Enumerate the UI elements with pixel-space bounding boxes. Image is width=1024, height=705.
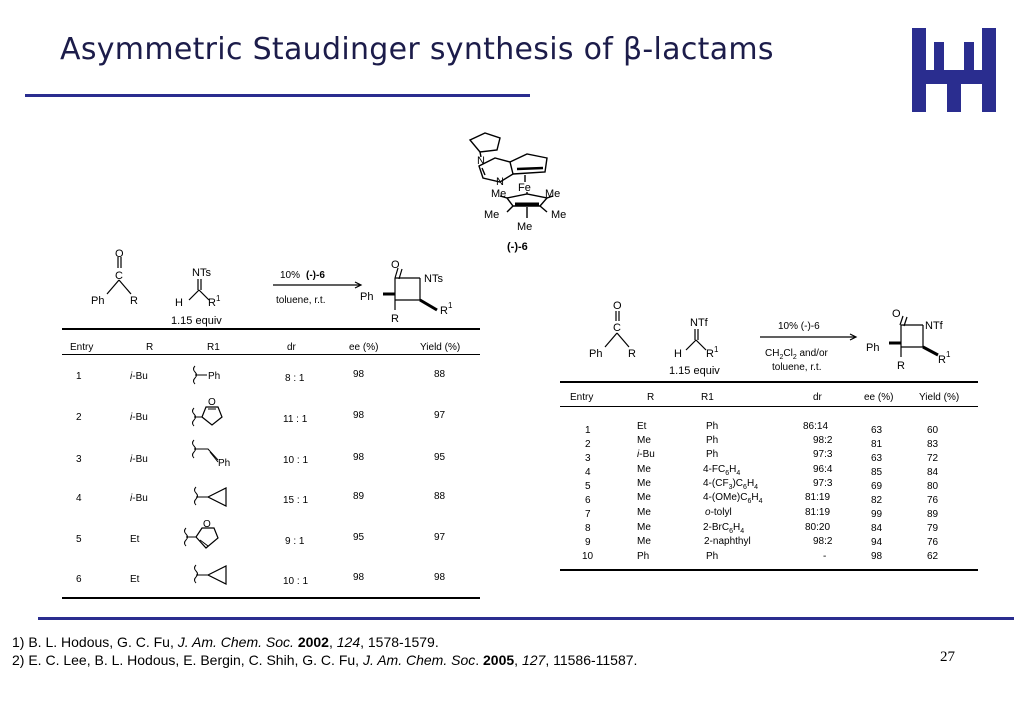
catalyst-label: (-)-6 [507,241,528,253]
t1-row4-ee: 89 [353,491,365,502]
s2-cond-solvent: $CH_2Cl_2$ and/or [765,348,828,361]
t2-ee-1: 63 [871,425,883,436]
t2-dr-2: 98:2 [813,435,833,446]
s1-prod-r1: R [440,305,448,317]
s1-imine-h: H [175,297,183,309]
t2-header-dr: dr [813,392,822,403]
t2-yield-6: 76 [927,495,939,506]
t2-entry-7: 7 [585,509,591,520]
s1-imine-r1-sup: 1 [216,294,221,303]
table2-header-rule [560,406,978,407]
t1-row1-entry: 1 [76,371,82,382]
title-underline [25,94,530,97]
s1-prod-nts: NTs [424,273,443,285]
t1-row3-entry: 3 [76,454,82,465]
t1-row6-dr: 10 : 1 [283,576,309,587]
t2-entry-1: 1 [585,425,591,436]
t1-header-dr: dr [287,342,296,353]
t1-header-ee: ee (%) [349,342,379,353]
t2-ee-2: 81 [871,439,883,450]
t2-ee-4: 85 [871,467,883,478]
t2-ee-9: 94 [871,537,883,548]
t1-row1-ee: 98 [353,369,365,380]
scheme-2 [583,295,983,380]
t2-r1-10: Ph [706,551,719,562]
t2-header-r: R [647,392,655,403]
t2-header-entry: Entry [570,392,594,403]
t1-row1-r1-ph: Ph [208,371,221,382]
catalyst-n-top: N [477,155,485,167]
t2-r-1: Et [637,421,647,432]
t1-row3-dr: 10 : 1 [283,455,309,466]
t1-row3-r1-structure [178,436,248,477]
t2-r-2: Me [637,435,651,446]
t2-ee-3: 63 [871,453,883,464]
t2-entry-3: 3 [585,453,591,464]
t1-row6-r1-cyclopropyl [182,562,232,593]
t1-row2-r1-o: O [208,397,216,408]
t2-dr-10: - [823,551,827,562]
t1-row3-yield: 95 [434,452,446,463]
footer-rule [38,617,1014,620]
t2-yield-2: 83 [927,439,939,450]
t2-entry-5: 5 [585,481,591,492]
t2-dr-7: 81:19 [805,507,831,518]
t1-row4-r: i-Bu [130,493,148,504]
t2-r1-2: Ph [706,435,719,446]
s2-prod-r1: R [938,354,946,366]
t2-r1-1: Ph [706,421,719,432]
t1-row5-r1-structure [176,516,236,561]
page-number: 27 [940,649,955,665]
s2-carbonyl-o: O [613,300,622,312]
t2-r-7: Me [637,507,651,518]
t2-dr-5: 97:3 [813,478,833,489]
slide-title [60,32,774,67]
s2-carbonyl-c: C [613,322,621,334]
t1-row3-r: i-Bu [130,454,148,465]
t2-r-4: Me [637,464,651,475]
t2-r1-9: 2-naphthyl [704,536,751,547]
university-logo [906,28,1002,119]
t1-row1-r1-structure [182,364,232,391]
t1-row2-dr: 11 : 1 [283,414,308,425]
s1-ketene-ph: Ph [91,295,105,307]
title-text: Asymmetric Staudinger synthesis of [60,32,623,67]
title-beta: β [622,32,643,67]
t1-row5-r: Et [130,534,140,545]
t1-row5-r1-o: O [203,519,211,530]
s2-cond-top: 10% (-)-6 [778,321,820,332]
t1-row3-ee: 98 [353,452,365,463]
t2-yield-8: 79 [927,523,939,534]
t1-row5-yield: 97 [434,532,446,543]
t1-row4-dr: 15 : 1 [283,495,309,506]
table-1 [62,328,482,600]
s1-ketene-r: R [130,295,138,307]
t2-yield-1: 60 [927,425,939,436]
catalyst-me-3: Me [484,209,500,221]
s1-prod-r1-sup: 1 [448,301,453,310]
t2-r1-4: $4-FC_6H_4$ [703,464,741,477]
t2-dr-1: 86:14 [803,421,829,432]
t1-row6-yield: 98 [434,572,446,583]
catalyst-me-4: Me [551,209,567,221]
t2-r-8: Me [637,522,651,533]
s2-imine-r1-sup: 1 [714,345,719,354]
t2-entry-10: 10 [582,551,594,562]
t1-header-r: R [146,342,154,353]
t2-entry-9: 9 [585,537,591,548]
s2-prod-ph: Ph [866,342,880,354]
t1-header-r1: R1 [207,342,220,353]
s2-ketene-r: R [628,348,636,360]
t2-r1-8: $2-BrC_6H_4$ [703,522,745,535]
t2-r-9: Me [637,536,651,547]
catalyst-fe: Fe [518,182,531,194]
s1-imine-nts: NTs [192,267,211,279]
t1-row6-r: Et [130,574,140,585]
t2-ee-10: 98 [871,551,883,562]
s1-equiv: 1.15 equiv [171,315,222,327]
table1-bottom-rule [62,597,480,599]
t2-dr-6: 81:19 [805,492,831,503]
table1-header-rule [62,354,480,355]
t1-row1-yield: 88 [434,369,446,380]
s1-imine-r1: R [208,297,216,309]
table1-top-rule [62,328,480,330]
t1-row4-entry: 4 [76,493,82,504]
t2-ee-5: 69 [871,481,883,492]
s2-prod-ntf: NTf [925,320,943,332]
t2-yield-5: 80 [927,481,939,492]
t1-row1-r: i-Bu [130,371,148,382]
s2-equiv: 1.15 equiv [669,365,720,377]
t1-row2-entry: 2 [76,412,82,423]
s1-cond-solvent: toluene, r.t. [276,295,326,306]
s2-ketene-ph: Ph [589,348,603,360]
catalyst-me-5: Me [517,221,533,233]
t2-r1-3: Ph [706,449,719,460]
t1-row6-ee: 98 [353,572,365,583]
t2-r-6: Me [637,492,651,503]
t2-r-10: Ph [637,551,650,562]
s2-prod-o: O [892,308,901,320]
t2-yield-10: 62 [927,551,939,562]
t1-row2-yield: 97 [434,410,446,421]
s1-prod-r: R [391,313,399,325]
s2-cond-solvent-line2: toluene, r.t. [772,362,822,373]
title-suffix: -lactams [642,32,774,67]
t1-row6-entry: 6 [76,574,82,585]
catalyst-n-bottom: N [496,176,504,188]
t2-header-ee: ee (%) [864,392,894,403]
s1-cond-pct: 10% [280,270,301,281]
t2-header-yield: Yield (%) [919,392,960,403]
t1-row4-yield: 88 [434,491,446,502]
reference-1: 1) B. L. Hodous, G. C. Fu, J. Am. Chem. Soc. 2002, 124, 1578-1579. [12,634,439,650]
t1-row2-r: i-Bu [130,412,148,423]
s1-prod-o: O [391,259,400,271]
s2-prod-r: R [897,360,905,372]
table2-top-rule [560,381,978,383]
t2-yield-4: 84 [927,467,939,478]
s2-imine-h: H [674,348,682,360]
t2-r-5: Me [637,478,651,489]
s2-imine-r1: R [706,348,714,360]
s1-cond-cat: (-)-6 [306,270,325,281]
t2-r1-5: $4-(CF_3)C_6H_4$ [703,478,759,491]
t2-entry-4: 4 [585,467,591,478]
reference-2: 2) E. C. Lee, B. L. Hodous, E. Bergin, C. Shih, G. C. Fu, J. Am. Chem. Soc. 2005, 127, 11586-11587. [12,652,638,668]
t2-r-3: i-Bu [637,449,655,460]
table-2 [560,381,980,571]
t2-r1-6: $4-(OMe)C_6H_4$ [703,492,763,505]
t2-ee-6: 82 [871,495,883,506]
t1-header-entry: Entry [70,342,94,353]
s1-carbonyl-o: O [115,248,124,260]
catalyst-me-1: Me [491,188,507,200]
t2-ee-7: 99 [871,509,883,520]
t1-row5-entry: 5 [76,534,82,545]
t2-yield-3: 72 [927,453,939,464]
t1-row2-ee: 98 [353,410,365,421]
t2-dr-4: 96:4 [813,464,833,475]
t1-row5-dr: 9 : 1 [285,536,305,547]
t1-row3-r1-ph: Ph [218,458,231,469]
t2-yield-9: 76 [927,537,939,548]
scheme-1 [85,242,485,332]
t1-row4-r1-cyclopropyl [182,484,232,515]
t2-yield-7: 89 [927,509,939,520]
t1-row5-ee: 95 [353,532,365,543]
t2-dr-8: 80:20 [805,522,831,533]
references [12,633,637,669]
table2-bottom-rule [560,569,978,571]
s1-prod-ph: Ph [360,291,374,303]
t2-header-r1: R1 [701,392,714,403]
t2-dr-9: 98:2 [813,536,833,547]
t2-ee-8: 84 [871,523,883,534]
t2-entry-6: 6 [585,495,591,506]
s1-carbonyl-c: C [115,270,123,282]
t2-entry-8: 8 [585,523,591,534]
s2-imine-ntf: NTf [690,317,708,329]
t1-header-yield: Yield (%) [420,342,461,353]
s2-prod-r1-sup: 1 [946,350,951,359]
t2-r1-7: o-tolyl [705,507,732,518]
t1-row1-dr: 8 : 1 [285,373,305,384]
t2-entry-2: 2 [585,439,591,450]
t2-dr-3: 97:3 [813,449,833,460]
catalyst-me-2: Me [545,188,561,200]
t1-row2-r1-structure [174,394,234,439]
